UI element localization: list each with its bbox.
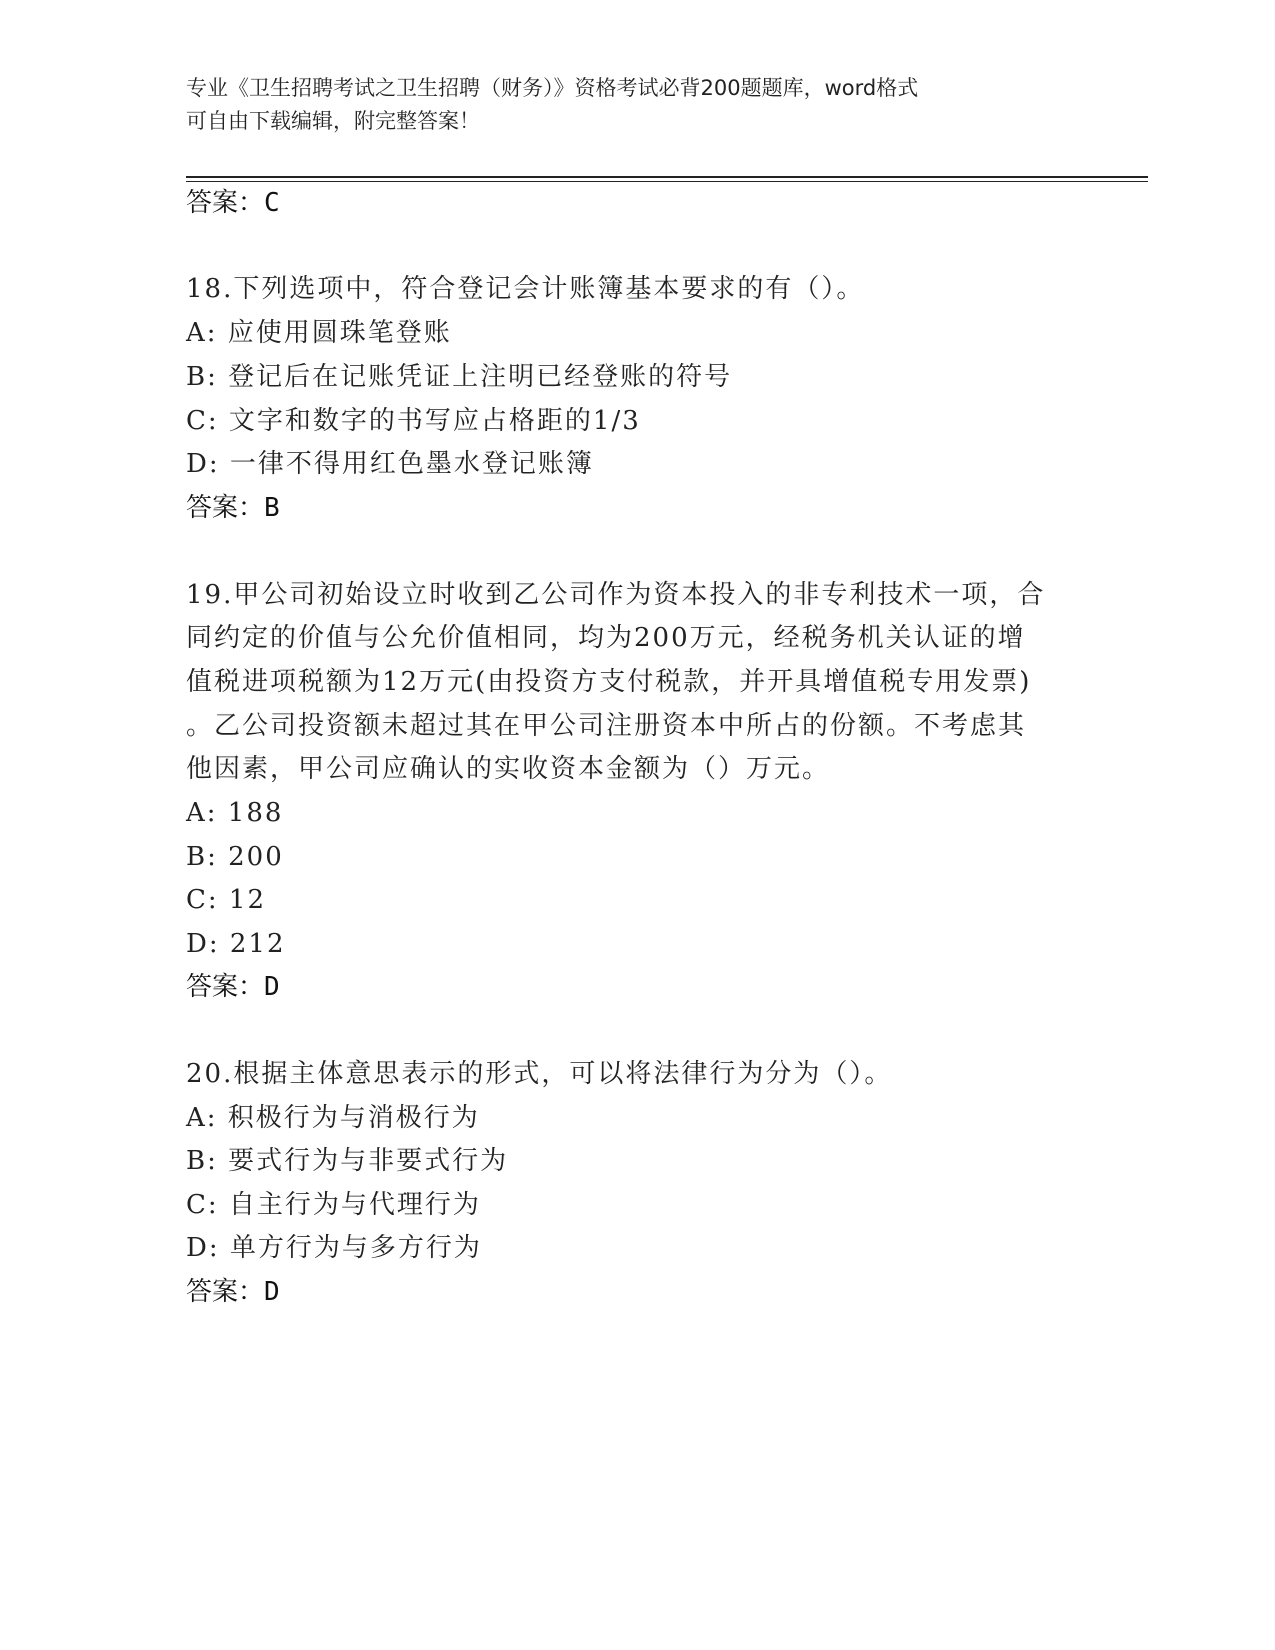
- answer-value: B: [264, 493, 280, 523]
- answer-label: 答案：: [186, 493, 265, 523]
- question-19-option-c: C: 12: [186, 885, 267, 915]
- question-19-answer: [186, 970, 280, 1004]
- question-18-option-a: A: 应使用圆珠笔登账: [186, 318, 452, 348]
- question-20-answer: [186, 1275, 280, 1309]
- answer-label: 答案：: [186, 972, 265, 1002]
- question-19-stem-line-5: 他因素，甲公司应确认的实收资本金额为（）万元。: [186, 754, 831, 784]
- header-divider-thin: [186, 181, 1148, 182]
- document-header: [186, 72, 1086, 138]
- question-19-stem-line-3: 值税进项税额为12万元(由投资方支付税款，并开具增值税专用发票): [186, 667, 1032, 697]
- question-18-option-c: C: 文字和数字的书写应占格距的1/3: [186, 406, 641, 436]
- question-20-stem: 20.根据主体意思表示的形式，可以将法律行为分为（）。: [186, 1059, 893, 1089]
- question-18-option-d: D: 一律不得用红色墨水登记账簿: [186, 449, 594, 479]
- question-19-stem-line-2: 同约定的价值与公允价值相同，均为200万元，经税务机关认证的增: [186, 623, 1026, 653]
- header-divider-thick: [186, 176, 1148, 178]
- answer-value: C: [264, 188, 280, 218]
- question-20-option-c: C: 自主行为与代理行为: [186, 1190, 481, 1220]
- previous-answer: [186, 186, 280, 220]
- question-19-option-d: D: 212: [186, 929, 286, 959]
- question-19-option-a: A: 188: [186, 798, 284, 828]
- question-20-option-a: A: 积极行为与消极行为: [186, 1103, 480, 1133]
- question-19-option-b: B: 200: [186, 842, 284, 872]
- question-18-stem: 18.下列选项中，符合登记会计账簿基本要求的有（）。: [186, 274, 865, 304]
- question-19-stem-line-1: 19.甲公司初始设立时收到乙公司作为资本投入的非专利技术一项，合: [186, 580, 1046, 610]
- question-18-option-b: B: 登记后在记账凭证上注明已经登账的符号: [186, 362, 733, 392]
- question-20-option-d: D: 单方行为与多方行为: [186, 1233, 482, 1263]
- answer-label: 答案：: [186, 188, 265, 218]
- answer-label: 答案：: [186, 1277, 265, 1307]
- header-line-2: 可自由下载编辑，附完整答案！: [186, 109, 480, 133]
- question-20-option-b: B: 要式行为与非要式行为: [186, 1146, 509, 1176]
- question-19-stem-line-4: 。乙公司投资额未超过其在甲公司注册资本中所占的份额。不考虑其: [186, 711, 1027, 741]
- header-line-1: 专业《卫生招聘考试之卫生招聘（财务）》资格考试必背200题题库，word格式: [186, 76, 919, 100]
- answer-value: D: [264, 972, 280, 1002]
- question-18-answer: [186, 491, 280, 525]
- answer-value: D: [264, 1277, 280, 1307]
